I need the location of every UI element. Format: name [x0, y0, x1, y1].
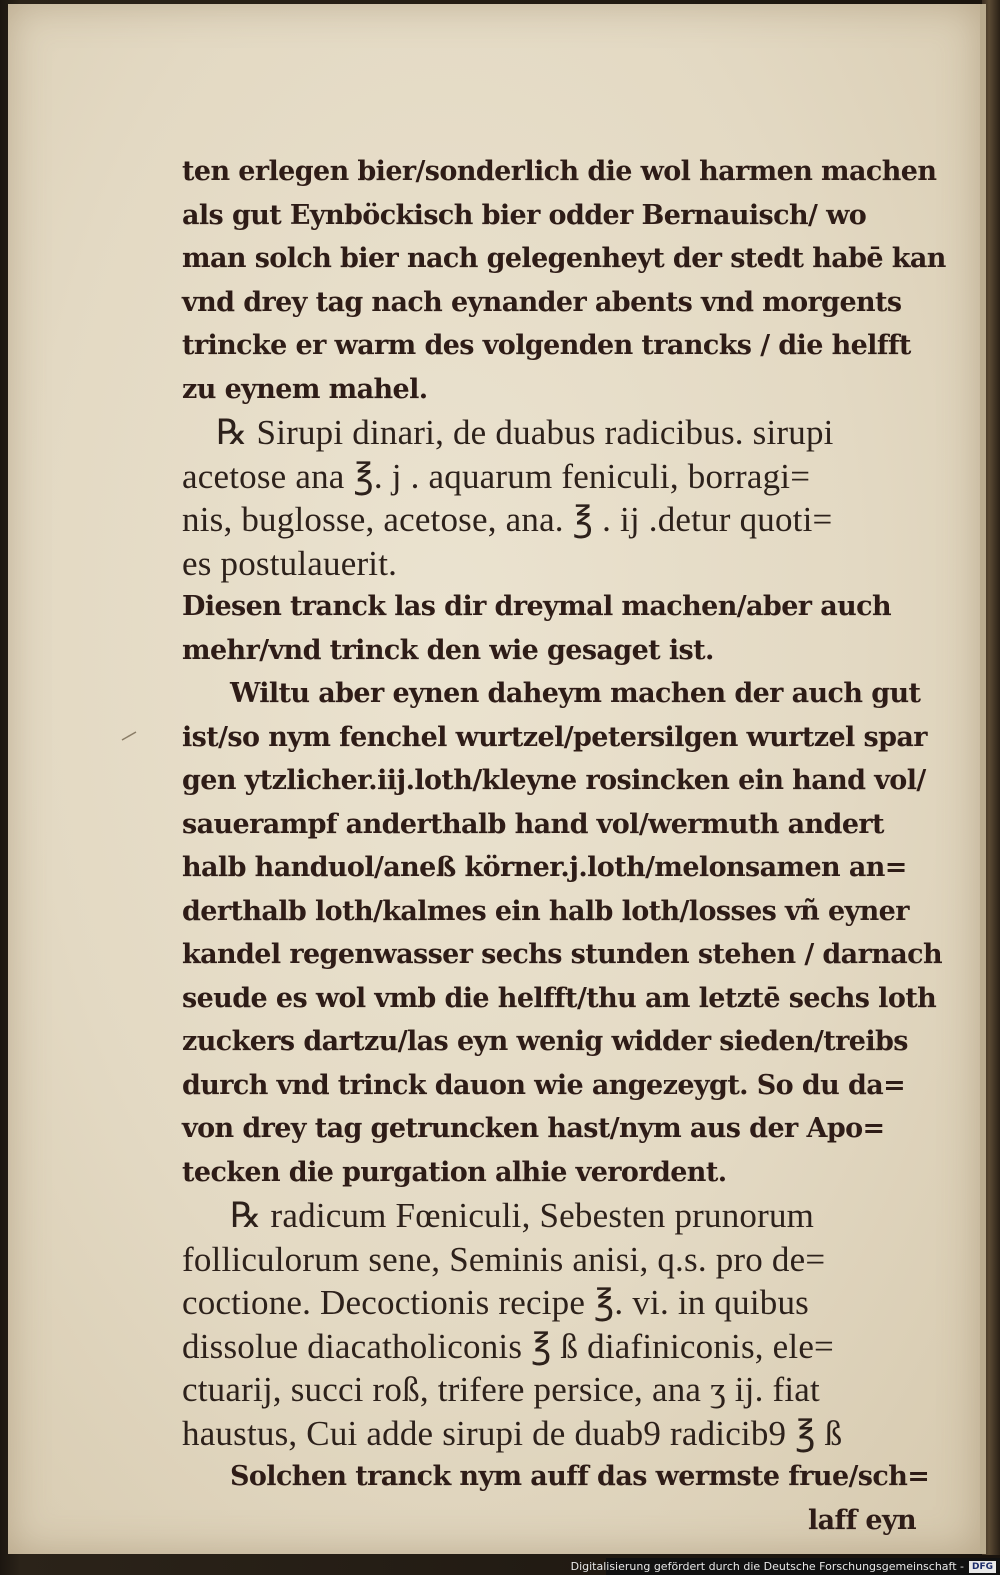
text-line: ℞ radicum Fœniculi, Sebesten prunorum: [230, 1196, 815, 1235]
text-line: ten erlegen bier/sonderlich die wol harmen machen: [182, 156, 937, 187]
text-line: derthalb loth/kalmes ein halb loth/losses vñ eyner: [182, 895, 909, 927]
text-line: zuckers dartzu/las eyn wenig widder sieden/treibs: [182, 1026, 908, 1057]
text-line: halb handuol/aneß körner.j.loth/melonsamen an=: [182, 852, 907, 883]
text-line: Solchen tranck nym auff das wermste frue/sch=: [230, 1461, 930, 1492]
text-line: dissolue diacatholiconis ℥ ß diafiniconis, ele=: [182, 1326, 834, 1366]
text-line: man solch bier nach gelegenheyt der stedt habē kan: [182, 243, 946, 274]
text-line: durch vnd trinck dauon wie angezeygt. So du da=: [182, 1069, 906, 1101]
dfg-logo: DFG: [969, 1561, 996, 1573]
catchword: laff eyn: [808, 1504, 917, 1536]
text-line: gen ytzlicher.iij.loth/kleyne rosincken ein hand vol/: [182, 765, 926, 796]
text-line: seude es wol vmb die helfft/thu am letztē sechs loth: [182, 982, 937, 1014]
text-line: folliculorum sene, Seminis anisi, q.s. pro de=: [182, 1239, 826, 1279]
text-line: acetose ana ℥. j . aquarum feniculi, borragi=: [182, 456, 811, 496]
text-line: ist/so nym fenchel wurtzel/petersilgen wurtzel spar: [182, 721, 927, 753]
text-line: ℞ Sirupi dinari, de duabus radicibus. sirupi: [216, 413, 834, 452]
text-line: coctione. Decoctionis recipe ℥. vi. in quibus: [182, 1283, 809, 1322]
text-line: trincke er warm des volgenden trancks / die helfft: [182, 330, 911, 361]
text-line: kandel regenwasser sechs stunden stehen / darnach: [182, 939, 942, 970]
text-line: sauerampf anderthalb hand vol/wermuth andert: [182, 808, 884, 840]
text-line: Wiltu aber eynen daheym machen der auch gut: [230, 678, 921, 709]
page-text: [182, 150, 946, 1542]
text-line: mehr/vnd trinck den wie gesaget ist.: [182, 634, 714, 666]
digitization-footer: [570, 1558, 1000, 1575]
text-line: zu eynem mahel.: [182, 373, 428, 405]
text-line: ctuarij, succi roß, trifere persice, ana ʒ ij. fiat: [182, 1370, 820, 1409]
ink-speck-mark: [120, 730, 140, 742]
footer-text: Digitalisierung gefördert durch die Deutsche Forschungsgemeinschaft -: [570, 1560, 964, 1573]
text-line: als gut Eynböckisch bier odder Bernauisch/ wo: [182, 199, 867, 231]
text-line: haustus, Cui adde sirupi de duab9 radicib9 ℥ ß: [182, 1413, 843, 1453]
text-line: tecken die purgation alhie verordent.: [182, 1156, 727, 1188]
text-line: von drey tag getruncken hast/nym aus der Apo=: [182, 1113, 885, 1144]
text-line: nis, buglosse, acetose, ana. ℥ . ij .detur quoti=: [182, 500, 833, 539]
text-line: es postulauerit.: [182, 543, 398, 583]
text-line: Diesen tranck las dir dreymal machen/aber auch: [182, 591, 892, 622]
text-line: vnd drey tag nach eynander abents vnd morgents: [182, 286, 902, 318]
